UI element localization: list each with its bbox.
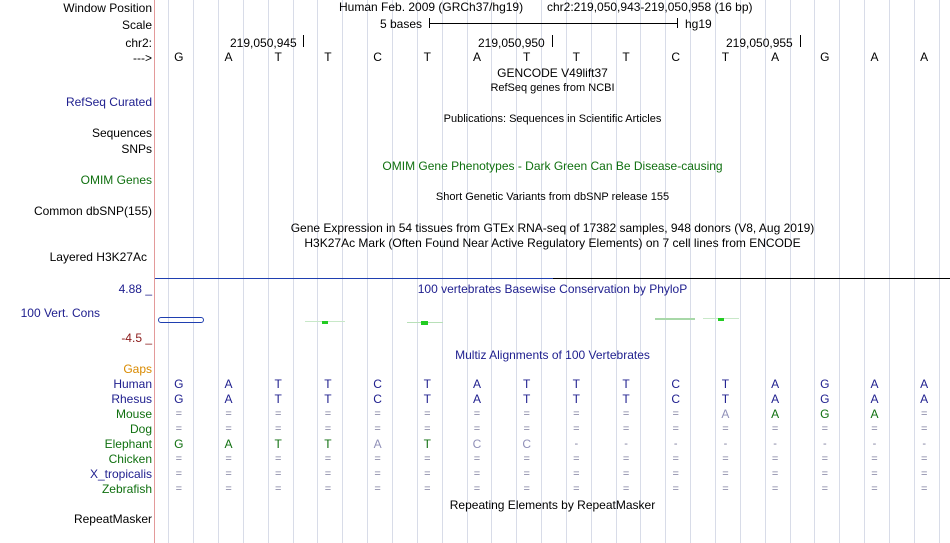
alignment-base: T (324, 437, 332, 451)
scale-bar (429, 23, 677, 24)
alignment-base: = (672, 423, 679, 435)
alignment-base: C (472, 437, 482, 451)
track-label-sequences[interactable]: Sequences (91, 126, 152, 140)
multiz-track-desc: Multiz Alignments of 100 Vertebrates (455, 348, 650, 362)
alignment-base: = (424, 453, 431, 465)
reference-base: T (622, 50, 630, 64)
chrom-label: chr2: (125, 36, 152, 50)
alignment-base: T (324, 377, 332, 391)
alignment-base: = (324, 468, 332, 480)
alignment-base: = (424, 468, 431, 480)
alignment-base: A (920, 377, 929, 391)
reference-base: C (671, 50, 681, 64)
alignment-base: G (820, 377, 830, 391)
reference-base: C (373, 50, 382, 64)
scale-label: Scale (121, 18, 152, 32)
alignment-base: C (373, 392, 382, 406)
reference-base: A (870, 50, 879, 64)
alignment-base: A (472, 377, 481, 391)
cons-max-label: 4.88 _ (118, 282, 152, 296)
alignment-base: = (175, 408, 183, 420)
species-label-zebrafish[interactable]: Zebrafish (101, 482, 152, 496)
alignment-base: = (473, 423, 481, 435)
alignment-base: = (225, 408, 232, 420)
alignment-base: = (374, 423, 381, 435)
alignment-base: A (373, 437, 382, 451)
species-label-mouse[interactable]: Mouse (115, 407, 152, 421)
alignment-base: G (174, 437, 184, 451)
alignment-base: T (721, 377, 730, 391)
reference-base: G (174, 50, 184, 64)
species-label-xtropicalis[interactable]: X_tropicalis (89, 467, 152, 481)
alignment-base: = (920, 423, 928, 435)
alignment-base: = (374, 483, 381, 495)
alignment-base: = (324, 453, 332, 465)
alignment-base: = (622, 423, 630, 435)
cons-signal-mark (158, 317, 204, 323)
track-label-cons[interactable]: 100 Vert. Cons (20, 306, 100, 320)
alignment-base: = (225, 423, 232, 435)
alignment-base: G (174, 377, 184, 391)
omim-track-desc: OMIM Gene Phenotypes - Dark Green Can Be Disease-causing (382, 159, 723, 173)
alignment-base: = (424, 483, 431, 495)
position-tick-2 (552, 35, 553, 47)
alignment-base: = (424, 408, 431, 420)
alignment-base: A (870, 407, 879, 421)
alignment-base: = (672, 408, 679, 420)
track-label-omim[interactable]: OMIM Genes (80, 173, 152, 187)
alignment-base: A (224, 392, 233, 406)
alignment-base: = (771, 423, 779, 435)
species-label-chicken[interactable]: Chicken (108, 452, 152, 466)
species-label-elephant[interactable]: Elephant (104, 437, 152, 451)
publications-track-desc: Publications: Sequences in Scientific Articles (443, 113, 662, 125)
alignment-base: = (622, 453, 630, 465)
gtex-track-desc: Gene Expression in 54 tissues from GTEx RNA-seq of 17382 samples, 948 donors (V8, Aug 2019) (290, 221, 815, 235)
alignment-base: = (225, 468, 232, 480)
alignment-base: T (522, 377, 531, 391)
cons-signal-mark (421, 321, 428, 325)
alignment-base: - (723, 438, 728, 450)
alignment-base: = (523, 408, 530, 420)
alignment-base: = (473, 453, 481, 465)
alignment-base: = (920, 453, 928, 465)
alignment-base: C (671, 392, 681, 406)
reference-base: A (224, 50, 233, 64)
alignment-base: T (274, 437, 282, 451)
alignment-base: = (622, 468, 630, 480)
repeatmasker-track-desc: Repeating Elements by RepeatMasker (449, 498, 656, 512)
alignment-base: A (920, 392, 929, 406)
alignment-base: = (771, 483, 779, 495)
alignment-base: = (920, 483, 928, 495)
track-label-refseq[interactable]: RefSeq Curated (65, 95, 152, 109)
alignment-base: - (574, 438, 579, 450)
alignment-base: = (871, 483, 878, 495)
alignment-base: G (174, 392, 184, 406)
alignment-base: A (771, 392, 780, 406)
gencode-track-title[interactable]: GENCODE V49lift37 (497, 66, 608, 80)
reference-base: A (472, 50, 481, 64)
alignment-base: = (821, 483, 828, 495)
alignment-base: = (771, 453, 779, 465)
cons-signal-mark (655, 318, 695, 320)
track-label-gaps[interactable]: Gaps (123, 362, 152, 376)
alignment-base: A (870, 377, 879, 391)
alignment-base: = (722, 483, 729, 495)
track-label-panel (0, 0, 155, 543)
alignment-base: = (722, 423, 729, 435)
h3k27ac-track-desc: H3K27Ac Mark (Often Found Near Active Regulatory Elements) on 7 cell lines from ENCODE (304, 236, 801, 250)
alignment-base: = (573, 408, 580, 420)
alignment-base: = (275, 483, 282, 495)
alignment-base: T (622, 377, 630, 391)
alignment-base: = (622, 483, 630, 495)
track-label-dbsnp[interactable]: Common dbSNP(155) (33, 204, 152, 218)
alignment-base: = (622, 408, 630, 420)
alignment-base: = (473, 468, 481, 480)
alignment-base: A (224, 437, 233, 451)
alignment-base: = (672, 468, 679, 480)
reference-base: T (721, 50, 730, 64)
alignment-base: A (224, 377, 233, 391)
alignment-base: - (922, 438, 926, 450)
position-tick-1 (303, 35, 304, 47)
phylop-track-desc: 100 vertebrates Basewise Conservation by PhyloP (417, 282, 688, 296)
alignment-base: = (225, 483, 232, 495)
alignment-base: = (523, 423, 530, 435)
alignment-base: T (572, 377, 581, 391)
alignment-base: A (771, 377, 780, 391)
alignment-base: - (872, 438, 877, 450)
cons-min-label: -4.5 _ (121, 331, 152, 345)
alignment-base: = (374, 408, 381, 420)
alignment-base: = (573, 423, 580, 435)
alignment-base: = (722, 453, 729, 465)
alignment-base: = (175, 423, 183, 435)
alignment-base: = (722, 468, 729, 480)
alignment-base: = (225, 453, 232, 465)
track-label-snps[interactable]: SNPs (121, 142, 152, 156)
alignment-base: = (473, 483, 481, 495)
alignment-base: G (820, 407, 830, 421)
position-label-2: 219,050,950 (478, 36, 545, 50)
refseq-track-desc: RefSeq genes from NCBI (490, 82, 615, 94)
alignment-base: = (573, 453, 580, 465)
species-label-dog[interactable]: Dog (129, 422, 152, 436)
reference-base: A (920, 50, 929, 64)
reference-base: T (522, 50, 531, 64)
alignment-base: = (175, 468, 183, 480)
reference-base: T (572, 50, 581, 64)
alignment-base: C (522, 437, 531, 451)
alignment-base: = (175, 453, 183, 465)
reference-base: T (423, 50, 431, 64)
alignment-base: = (871, 423, 878, 435)
alignment-base: T (522, 392, 531, 406)
region-title: chr2:219,050,943-219,050,958 (16 bp) (547, 0, 753, 14)
alignment-base: T (324, 392, 332, 406)
track-label-h3k27ac[interactable]: Layered H3K27Ac (49, 250, 147, 264)
reference-base: T (324, 50, 332, 64)
position-label-1: 219,050,945 (230, 36, 297, 50)
reference-base: T (274, 50, 282, 64)
alignment-base: T (274, 392, 282, 406)
scale-db: hg19 (685, 17, 712, 31)
alignment-base: T (423, 392, 431, 406)
alignment-base: = (473, 408, 481, 420)
alignment-base: T (622, 392, 630, 406)
position-tick-3 (800, 35, 801, 47)
position-label-3: 219,050,955 (726, 36, 793, 50)
alignment-base: = (573, 468, 580, 480)
alignment-base: - (624, 438, 628, 450)
scale-bar-right-tick (677, 18, 678, 28)
alignment-base: = (175, 483, 183, 495)
alignment-base: = (374, 453, 381, 465)
alignment-base: T (274, 377, 282, 391)
alignment-base: = (324, 423, 332, 435)
track-data-area[interactable] (155, 0, 950, 543)
window-position-label: Window Position (63, 1, 152, 15)
alignment-base: T (572, 392, 581, 406)
h3k27ac-baseline (553, 278, 950, 279)
alignment-base: T (423, 377, 431, 391)
alignment-base: = (523, 453, 530, 465)
alignment-base: = (523, 483, 530, 495)
alignment-base: = (920, 468, 928, 480)
alignment-base: = (523, 468, 530, 480)
dbsnp-track-desc: Short Genetic Variants from dbSNP release 155 (435, 191, 670, 203)
species-label-rhesus[interactable]: Rhesus (111, 392, 152, 406)
alignment-base: = (672, 453, 679, 465)
strand-toggle[interactable]: ---> (133, 51, 152, 65)
alignment-base: T (721, 392, 730, 406)
cons-top-line (155, 278, 553, 279)
alignment-base: = (324, 483, 332, 495)
alignment-base: = (871, 468, 878, 480)
alignment-base: = (871, 453, 878, 465)
scale-text: 5 bases (380, 17, 423, 31)
alignment-base: = (821, 468, 828, 480)
cons-signal-mark (322, 321, 328, 324)
alignment-base: = (821, 423, 828, 435)
alignment-base: = (672, 483, 679, 495)
alignment-base: = (275, 453, 282, 465)
alignment-base: C (671, 377, 681, 391)
alignment-base: - (822, 438, 827, 450)
alignment-base: A (870, 392, 879, 406)
alignment-base: = (275, 423, 282, 435)
alignment-base: = (771, 468, 779, 480)
alignment-base: C (373, 377, 382, 391)
alignment-base: T (423, 437, 431, 451)
alignment-base: G (820, 392, 830, 406)
alignment-base: = (275, 408, 282, 420)
alignment-base: = (424, 423, 431, 435)
reference-base: A (771, 50, 780, 64)
alignment-base: A (472, 392, 481, 406)
alignment-base: - (673, 438, 678, 450)
cons-signal-mark (718, 318, 724, 321)
alignment-base: A (771, 407, 780, 421)
alignment-base: = (573, 483, 580, 495)
track-label-repeatmasker[interactable]: RepeatMasker (73, 512, 152, 526)
assembly-title: Human Feb. 2009 (GRCh37/hg19) (339, 0, 524, 14)
alignment-base: = (324, 408, 332, 420)
alignment-base: = (374, 468, 381, 480)
alignment-base: A (721, 407, 730, 421)
alignment-base: = (275, 468, 282, 480)
species-label-human[interactable]: Human (113, 377, 152, 391)
alignment-base: = (821, 453, 828, 465)
reference-base: G (820, 50, 830, 64)
alignment-base: = (920, 408, 928, 420)
alignment-base: - (773, 438, 777, 450)
